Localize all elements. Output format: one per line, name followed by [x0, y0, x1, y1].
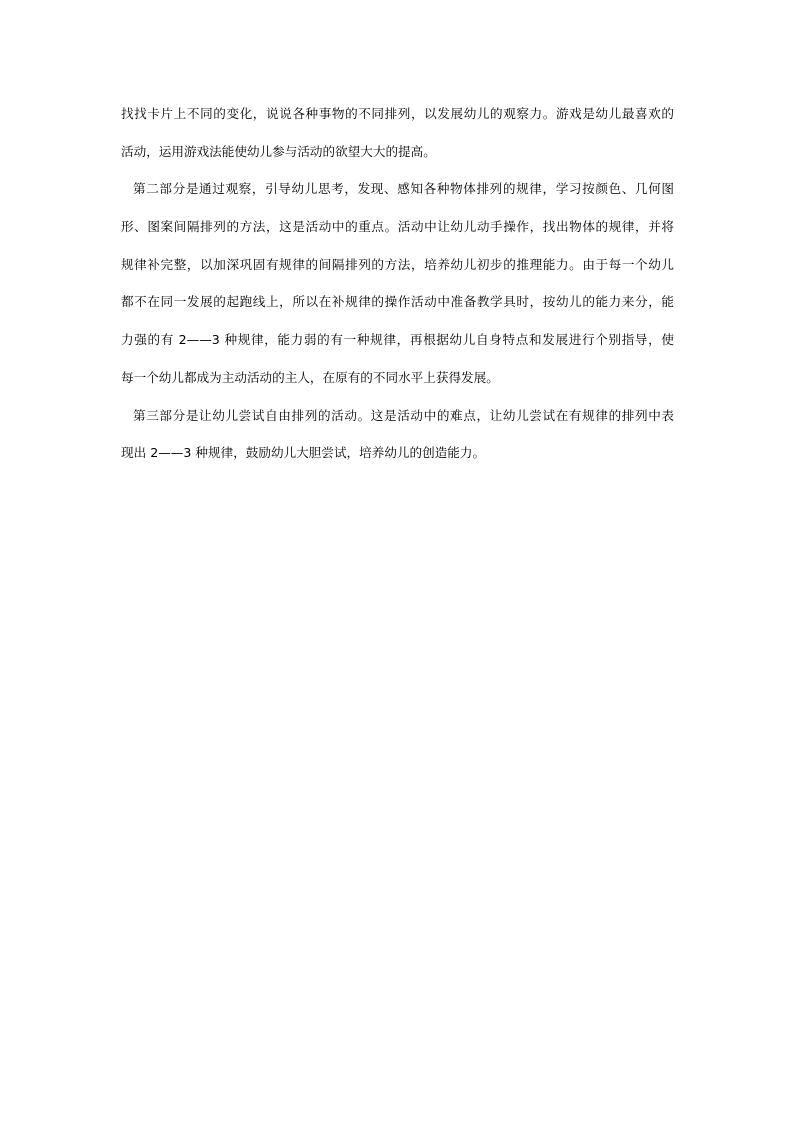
paragraph-line: 找找卡片上不同的变化，说说各种事物的不同排列，以发展幼儿的观察力。游戏是幼儿最喜欢的: [121, 106, 674, 121]
paragraph-line: 都不在同一发展的起跑线上，所以在补规律的操作活动中准备教学具时，按幼儿的能力来分，能: [121, 294, 674, 310]
paragraph-line: 力强的有 2——3 种规律，能力弱的有一种规律，再根据幼儿自身特点和发展进行个别指导，使: [121, 332, 674, 348]
paragraph-line: 形、图案间隔排列的方法，这是活动中的重点。活动中让幼儿动手操作，找出物体的规律，并将: [121, 219, 674, 235]
paragraph-line: 第二部分是通过观察，引导幼儿思考，发现、感知各种物体排列的规律，学习按颜色、几何图: [133, 181, 674, 197]
paragraph-line: 第三部分是让幼儿尝试自由排列的活动。这是活动中的难点，让幼儿尝试在有规律的排列中表: [133, 407, 674, 423]
document-body: [121, 102, 674, 479]
paragraph-line: 现出 2——3 种规律，鼓励幼儿大胆尝试，培养幼儿的创造能力。: [121, 445, 486, 461]
paragraph-line: 规律补完整，以加深巩固有规律的间隔排列的方法，培养幼儿初步的推理能力。由于每一个幼儿: [121, 256, 674, 272]
paragraph-line: 活动，运用游戏法能使幼儿参与活动的欲望大大的提高。: [121, 143, 436, 159]
paragraph-line: 每一个幼儿都成为主动活动的主人，在原有的不同水平上获得发展。: [121, 369, 499, 385]
